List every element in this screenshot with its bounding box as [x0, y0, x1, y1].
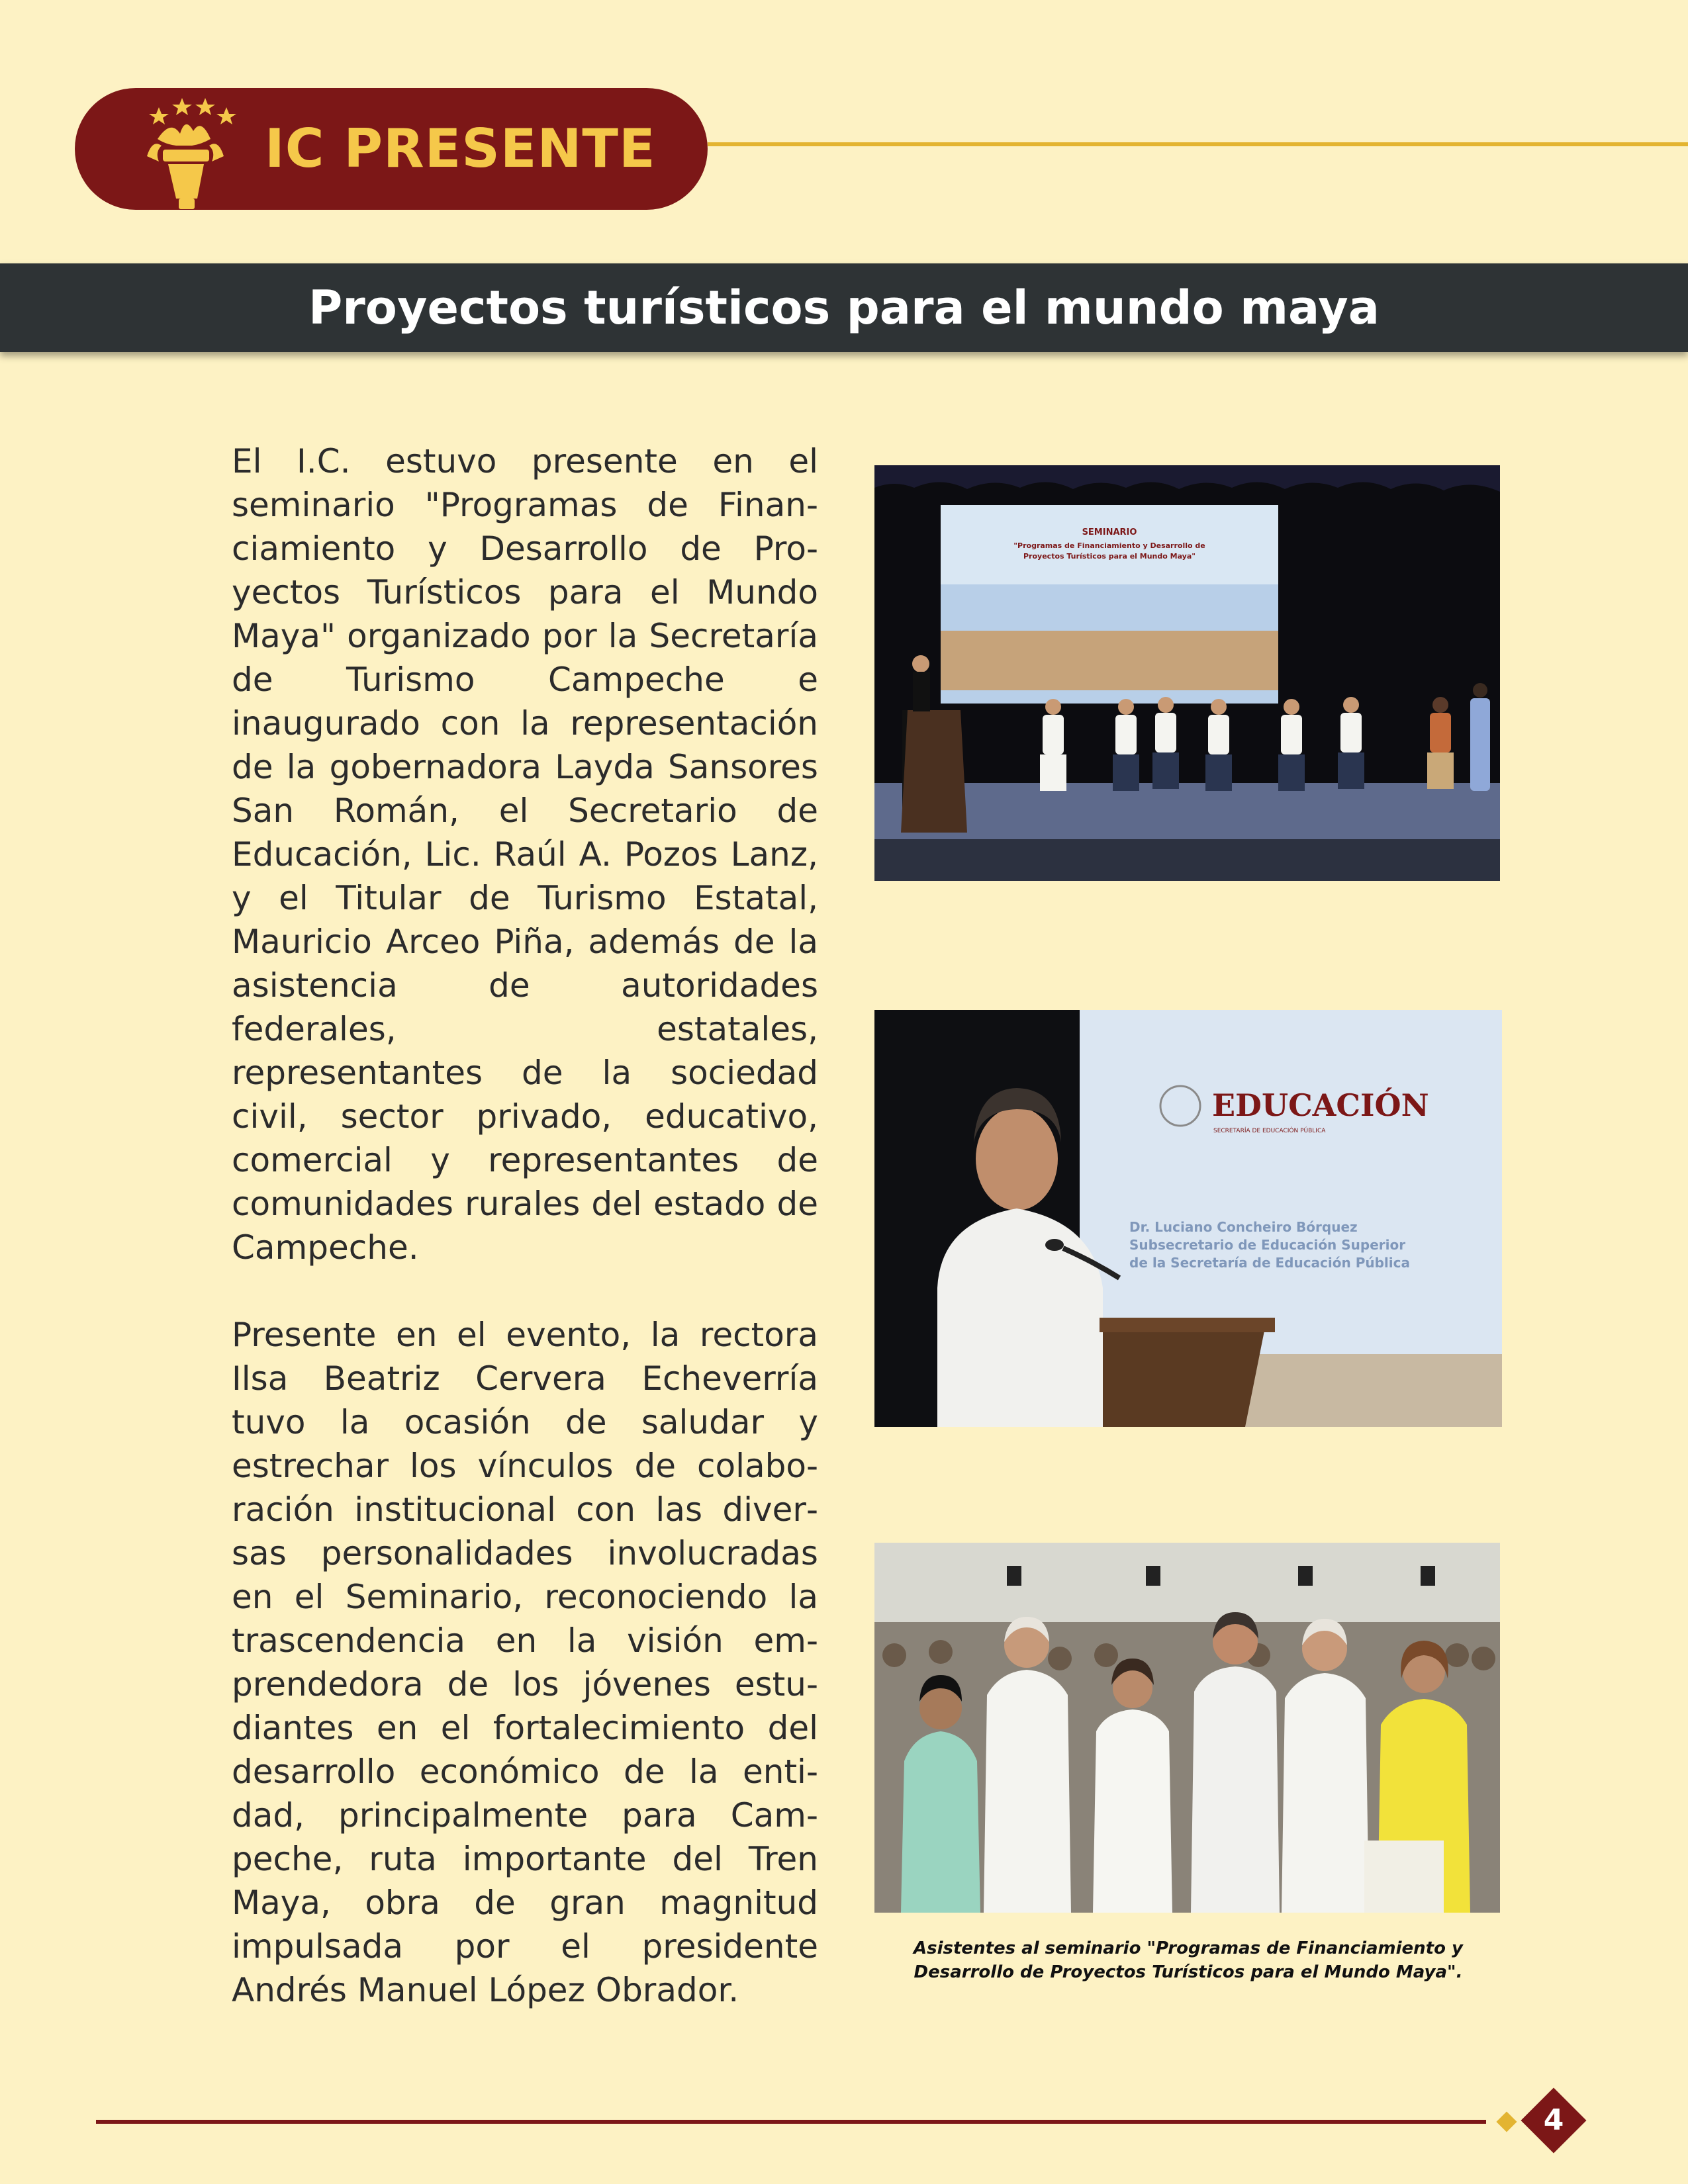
torch-icon	[132, 93, 238, 212]
screen-label: SEMINARIO	[1082, 527, 1137, 537]
screen-subtitle: SECRETARÍA DE EDUCACIÓN PÚBLICA	[1213, 1128, 1326, 1134]
header-rule	[708, 142, 1688, 146]
screen-line-2: Subsecretario de Educación Superior	[1129, 1237, 1406, 1253]
footer-diamond-icon	[1496, 2111, 1517, 2132]
paragraph-1: El I.C. estuvo presente en el seminario "Programas de Financiamiento y Desarrollo de Proyectos Turísticos para el Mundo Maya" organizado por la Secretaría de Turismo Campeche e inaugurado con la representación de la gobernadora Layda Sansores San Román, el Secretario de Educación, Lic. Raúl A. Pozos Lanz, y el Titular de Turismo Estatal, Mauricio Arceo Piña, además de la asistencia de autoridades federales, estatales, representantes de la sociedad civil, sector privado, educativo, comercial y representantes de comunidades rurales del estado de Campeche.	[232, 442, 818, 1267]
article-body	[232, 439, 818, 2056]
photo-seminar-stage	[874, 465, 1500, 881]
title-bar	[0, 263, 1688, 352]
page-number: 4	[1543, 2103, 1564, 2137]
screen-line-1: Dr. Luciano Concheiro Bórquez	[1129, 1219, 1358, 1235]
photo-group	[874, 1543, 1500, 1913]
footer-rule	[96, 2120, 1486, 2124]
paragraph-2: Presente en el evento, la rectora Ilsa Beatriz Cervera Echeverría tuvo la ocasión de saludar y estrechar los vínculos de colaboración institucional con las diversas personalidades involucradas en el Seminario, reconociendo la trascendencia en la visión emprendedora de los jóvenes estudiantes en el fortalecimiento del desarrollo económico de la entidad, principalmente para Campeche, ruta importante del Tren Maya, obra de gran magnitud impulsada por el presidente Andrés Manuel López Obrador.	[232, 1316, 818, 2009]
photo-caption: Asistentes al seminario "Programas de Financiamiento y Desarrollo de Proyectos Turísticos para el Mundo Maya".	[914, 1938, 1463, 1982]
article-title: Proyectos turísticos para el mundo maya	[308, 281, 1380, 335]
screen-title-line-2: Proyectos Turísticos para el Mundo Maya"	[1023, 552, 1196, 561]
screen-line-3: de la Secretaría de Educación Pública	[1129, 1255, 1410, 1271]
screen-title-line-1: "Programas de Financiamiento y Desarrollo de	[1013, 541, 1205, 550]
photo-speaker-podium	[874, 1010, 1502, 1427]
screen-brand: EDUCACIÓN	[1212, 1087, 1429, 1123]
section-label: IC PRESENTE	[265, 118, 656, 179]
